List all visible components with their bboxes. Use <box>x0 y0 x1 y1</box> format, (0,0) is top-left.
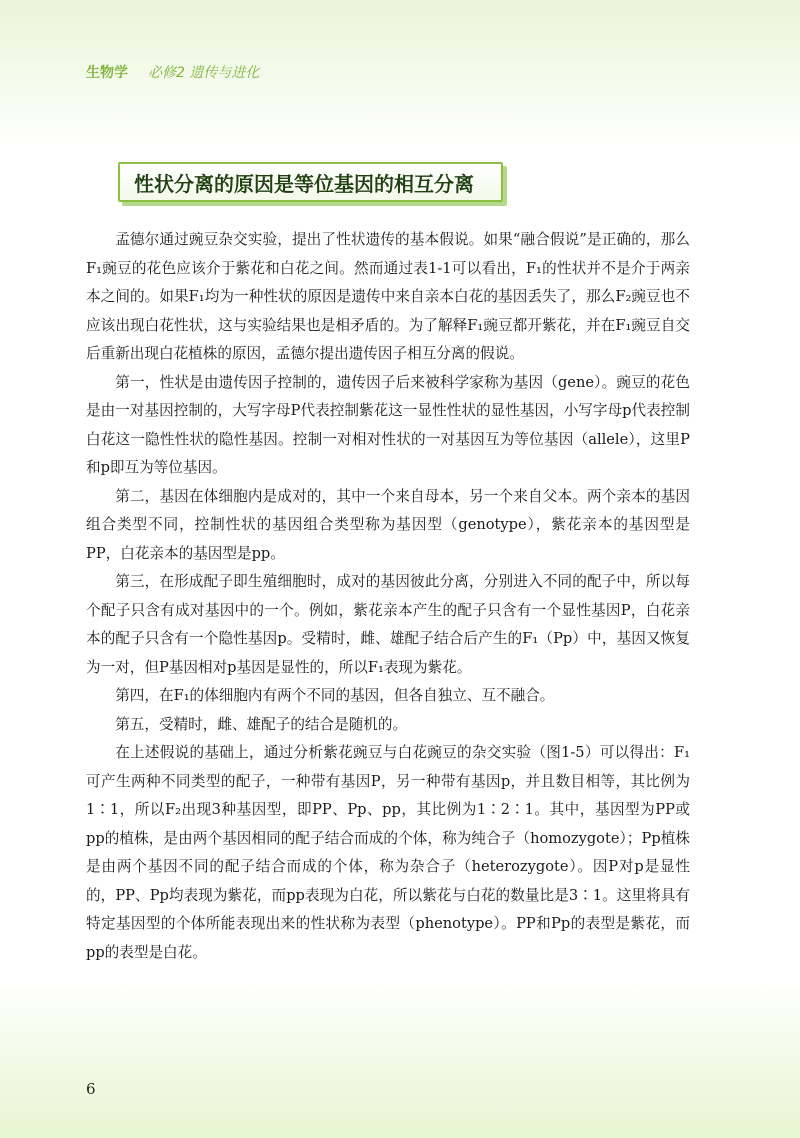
section-heading: 性状分离的原因是等位基因的相互分离 <box>118 162 503 202</box>
paragraph-conclusion: 在上述假说的基础上，通过分析紫花豌豆与白花豌豆的杂交实验（图1-5）可以得出：F₁可产生两种不同类型的配子，一种带有基因P，另一种带有基因p，并且数目相等，其比例为1∶1，所以F₂出现3种基因型，即PP、Pp、pp，其比例为1∶2∶1。其中，基因型为PP或pp的植株，是由两个基因相同的配子结合而成的个体，称为纯合子（homozygote）；Pp植株是由两个基因不同的配子结合而成的个体，称为杂合子（heterozygote）。因P对p是显性的，PP、Pp均表现为紫花，而pp表现为白花，所以紫花与白花的数量比是3∶1。这里将具有特定基因型的个体所能表现出来的性状称为表型（phenotype）。PP和Pp的表型是紫花，而pp的表型是白花。 <box>86 744 690 961</box>
running-header <box>86 62 259 82</box>
paragraph-fifth: 第五，受精时，雌、雄配子的结合是随机的。 <box>115 715 408 733</box>
paragraph-fourth: 第四，在F₁的体细胞内有两个不同的基因，但各自独立、互不融合。 <box>115 687 555 704</box>
header-subject: 生物学 <box>86 65 128 81</box>
paragraph-first: 第一，性状是由遗传因子控制的，遗传因子后来被科学家称为基因（gene）。豌豆的花色是由一对基因控制的，大写字母P代表控制紫花这一显性性状的显性基因，小写字母p代表控制白花这一隐性性状的隐性基因。控制一对相对性状的一对基因互为等位基因（allele），这里P和p即互为等位基因。 <box>86 373 690 476</box>
body-text <box>86 226 690 967</box>
paragraph-intro: 孟德尔通过豌豆杂交实验，提出了性状遗传的基本假说。如果“融合假说”是正确的，那么F₁豌豆的花色应该介于紫花和白花之间。然而通过表1-1可以看出，F₁的性状并不是介于两亲本之间的。如果F₁均为一种性状的原因是遗传中来自亲本白花的基因丢失了，那么F₂豌豆也不应该出现白花性状，这与实验结果也是相矛盾的。为了解释F₁豌豆都开紫花，并在F₁豌豆自交后重新出现白花植株的原因，孟德尔提出遗传因子相互分离的假说。 <box>86 231 690 362</box>
paragraph-third: 第三，在形成配子即生殖细胞时，成对的基因彼此分离，分别进入不同的配子中，所以每个配子只含有成对基因中的一个。例如，紫花亲本产生的配子只含有一个显性基因P，白花亲本的配子只含有一个隐性基因p。受精时，雌、雄配子结合后产生的F₁（Pp）中，基因又恢复为一对，但P基因相对p基因是显性的，所以F₁表现为紫花。 <box>86 573 690 676</box>
paragraph-second: 第二，基因在体细胞内是成对的，其中一个来自母本，另一个来自父本。两个亲本的基因组合类型不同，控制性状的基因组合类型称为基因型（genotype），紫花亲本的基因型是PP，白花亲本的基因型是pp。 <box>86 487 690 562</box>
page-number: 6 <box>86 1080 96 1098</box>
header-book-title: 必修2 遗传与进化 <box>148 65 260 81</box>
